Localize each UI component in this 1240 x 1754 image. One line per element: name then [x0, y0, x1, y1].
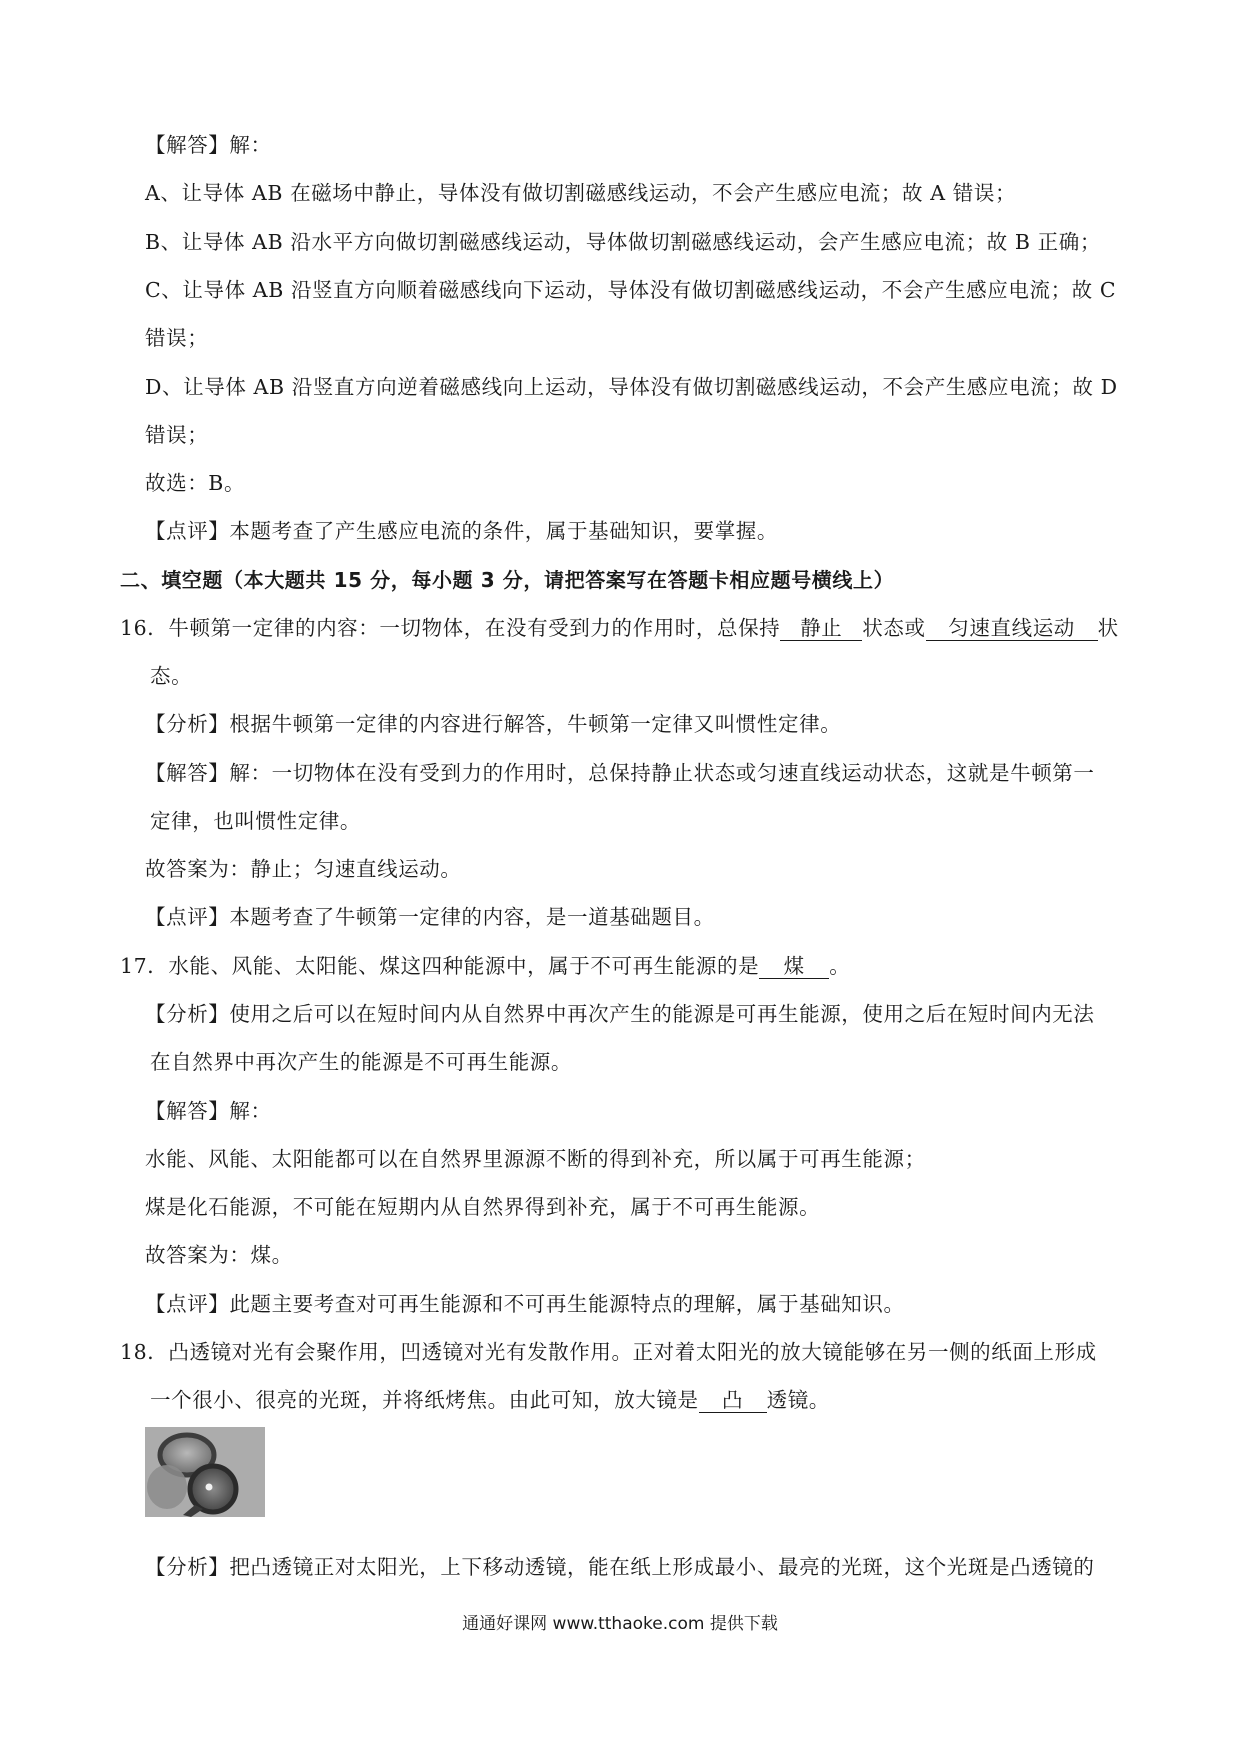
q17-analysis-line2: 在自然界中再次产生的能源是不可再生能源。 — [150, 1050, 572, 1074]
q18-stem-line2 — [150, 1385, 830, 1415]
q17-stem-post: 。 — [829, 954, 851, 978]
q15-option-c-line1: C、让导体 AB 沿竖直方向顺着磁感线向下运动，导体没有做切割磁感线运动，不会产生感应电流；故 C — [145, 278, 1117, 302]
q16-solution-line1: 【解答】解：一切物体在没有受到力的作用时，总保持静止状态或匀速直线运动状态，这就是牛顿第一 — [145, 761, 1095, 785]
q18-stem-line1: 18．凸透镜对光有会聚作用，凹透镜对光有发散作用。正对着太阳光的放大镜能够在另一侧的纸面上形成 — [120, 1340, 1097, 1364]
q16-stem-post: 状 — [1097, 616, 1119, 640]
q16-answer-blank-1: 静止 — [780, 616, 862, 641]
q17-answer-blank: 煤 — [759, 954, 829, 979]
q16-stem-line2: 态。 — [150, 664, 193, 688]
q17-solution-line1: 水能、风能、太阳能都可以在自然界里源源不断的得到补充，所以属于可再生能源； — [145, 1147, 926, 1171]
magnifier-photo — [145, 1427, 265, 1517]
q17-stem-pre: 17．水能、风能、太阳能、煤这四种能源中，属于不可再生能源的是 — [120, 954, 760, 978]
q16-stem-mid: 状态或 — [862, 616, 926, 640]
q15-solution-head: 【解答】解： — [145, 133, 272, 157]
q16-answer: 故答案为：静止；匀速直线运动。 — [145, 857, 462, 881]
q17-solution-head: 【解答】解： — [145, 1099, 272, 1123]
q17-answer: 故答案为：煤。 — [145, 1243, 293, 1267]
q16-analysis: 【分析】根据牛顿第一定律的内容进行解答，牛顿第一定律又叫惯性定律。 — [145, 712, 842, 736]
q17-review: 【点评】此题主要考查对可再生能源和不可再生能源特点的理解，属于基础知识。 — [145, 1292, 905, 1316]
q16-review: 【点评】本题考查了牛顿第一定律的内容，是一道基础题目。 — [145, 905, 715, 929]
q18-stem-pre: 一个很小、很亮的光斑，并将纸烤焦。由此可知，放大镜是 — [150, 1388, 699, 1412]
q17-stem — [120, 951, 850, 981]
q15-option-d-line1: D、让导体 AB 沿竖直方向逆着磁感线向上运动，导体没有做切割磁感线运动，不会产生感应电流；故 D — [145, 375, 1118, 399]
q16-solution-line2: 定律，也叫惯性定律。 — [150, 809, 361, 833]
q18-stem-post: 透镜。 — [766, 1388, 830, 1412]
q18-answer-blank: 凸 — [699, 1388, 767, 1413]
q16-answer-blank-2: 匀速直线运动 — [926, 616, 1098, 641]
q15-option-c-line2: 错误； — [145, 326, 209, 350]
q16-stem-line1 — [120, 613, 1119, 643]
q18-analysis: 【分析】把凸透镜正对太阳光，上下移动透镜，能在纸上形成最小、最亮的光斑，这个光斑是凸透镜的 — [145, 1555, 1095, 1579]
q15-choice: 故选：B。 — [145, 471, 246, 495]
q15-review: 【点评】本题考查了产生感应电流的条件，属于基础知识，要掌握。 — [145, 519, 778, 543]
section-heading: 二、填空题（本大题共 15 分，每小题 3 分，请把答案写在答题卡相应题号横线上） — [120, 568, 895, 592]
page-footer: 通通好课网 www.tthaoke.com 提供下载 — [462, 1614, 778, 1634]
q17-analysis-line1: 【分析】使用之后可以在短时间内从自然界中再次产生的能源是可再生能源，使用之后在短时间内无法 — [145, 1002, 1095, 1026]
q15-option-b: B、让导体 AB 沿水平方向做切割磁感线运动，导体做切割磁感线运动，会产生感应电流；故 B 正确； — [145, 230, 1101, 254]
q16-stem-pre: 16．牛顿第一定律的内容：一切物体，在没有受到力的作用时，总保持 — [120, 616, 781, 640]
q15-option-d-line2: 错误； — [145, 423, 209, 447]
q15-option-a: A、让导体 AB 在磁场中静止，导体没有做切割磁感线运动，不会产生感应电流；故 A 错误； — [145, 181, 1017, 205]
q17-solution-line2: 煤是化石能源，不可能在短期内从自然界得到补充，属于不可再生能源。 — [145, 1195, 821, 1219]
